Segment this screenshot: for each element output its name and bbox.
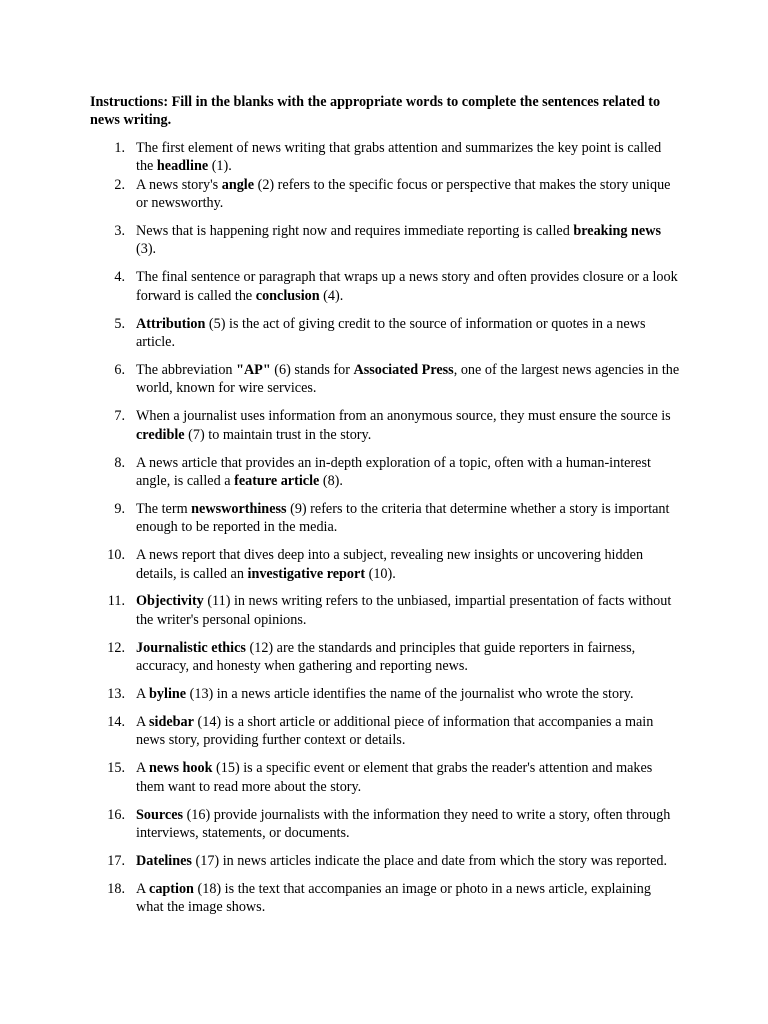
list-item (90, 639, 682, 676)
answer-term: conclusion (255, 287, 320, 304)
document-page (90, 93, 682, 926)
list-item (90, 546, 682, 583)
answer-term: Sources (136, 806, 184, 823)
item-text: (14) is a short article or additional piece of information that accompanies a main news story, providing further context or details. (136, 713, 654, 749)
list-item (90, 361, 682, 398)
question-list (90, 139, 682, 917)
answer-term: angle (221, 176, 255, 193)
item-text: (2) refers to the specific focus or perspective that makes the story unique or newsworthy. (136, 176, 671, 212)
list-item (90, 454, 682, 491)
item-text: A (136, 686, 150, 703)
answer-term: Associated Press (353, 361, 454, 378)
item-text: The term (136, 500, 192, 517)
list-item (90, 713, 682, 750)
list-item (90, 139, 682, 176)
list-item (90, 176, 682, 213)
item-number: 6. (114, 361, 125, 378)
item-number: 10. (107, 547, 125, 564)
instructions-heading: Instructions: Fill in the blanks with the appropriate words to complete the sentences related to news writing. (90, 94, 661, 129)
list-item (90, 880, 682, 917)
item-number: 17. (107, 852, 125, 869)
list-item (90, 407, 682, 444)
answer-term: Attribution (136, 315, 206, 332)
item-text: A news story's (136, 176, 222, 193)
item-text: (13) in a news article identifies the name of the journalist who wrote the story. (186, 686, 634, 703)
item-number: 4. (114, 269, 125, 286)
answer-term: Datelines (136, 852, 192, 869)
item-number: 14. (107, 713, 125, 730)
answer-term: Objectivity (136, 593, 204, 610)
item-text: (10). (365, 565, 396, 582)
item-number: 9. (114, 500, 125, 517)
item-number: 7. (114, 408, 125, 425)
item-text: (16) provide journalists with the information they need to write a story, often through interviews, statements, or documents. (136, 806, 671, 841)
list-item (90, 315, 682, 352)
list-item (90, 500, 682, 537)
item-number: 15. (107, 760, 125, 777)
item-text: (11) in news writing refers to the unbiased, impartial presentation of facts without the writer's personal opinions. (136, 593, 672, 628)
item-text: (9) refers to the criteria that determine whether a story is important enough to be reported in the media. (136, 500, 670, 536)
item-number: 13. (107, 686, 125, 703)
answer-term: caption (149, 880, 194, 897)
item-text: When a journalist uses information from an anonymous source, they must ensure the source is (136, 408, 671, 425)
list-item (90, 222, 682, 259)
item-text: (12) are the standards and principles that guide reporters in fairness, accuracy, and honesty when gathering and reporting news. (136, 639, 636, 675)
item-text: (18) is the text that accompanies an image or photo in a news article, explaining what the image shows. (136, 880, 651, 916)
item-text: A news article that provides an in-depth exploration of a topic, often with a human-interest angle, is called a (136, 454, 651, 489)
item-text: (7) to maintain trust in the story. (184, 426, 372, 443)
answer-term: credible (136, 426, 185, 443)
item-number: 5. (114, 315, 125, 332)
item-text: A (136, 880, 150, 897)
answer-term: breaking news (573, 222, 661, 239)
item-text: News that is happening right now and requires immediate reporting is called (136, 222, 574, 239)
answer-term: byline (149, 686, 187, 703)
list-item (90, 806, 682, 843)
item-text: (6) stands for (270, 361, 354, 378)
answer-term: headline (156, 158, 209, 175)
list-item (90, 685, 682, 703)
item-number: 3. (114, 222, 125, 239)
item-text: (4). (319, 287, 344, 304)
item-number: 11. (107, 593, 125, 610)
item-number: 2. (114, 176, 125, 193)
item-text: A news report that dives deep into a subject, revealing new insights or uncovering hidden details, is called an (136, 547, 644, 582)
answer-term: Journalistic ethics (136, 639, 246, 656)
item-text: (3). (136, 241, 157, 258)
item-number: 12. (107, 639, 125, 656)
item-text: (5) is the act of giving credit to the source of information or quotes in a news article. (136, 315, 646, 350)
answer-term: feature article (234, 472, 320, 489)
item-text: (17) in news articles indicate the place and date from which the story was reported. (191, 852, 668, 869)
list-item (90, 759, 682, 796)
item-number: 1. (114, 139, 125, 156)
answer-term: sidebar (149, 713, 194, 730)
answer-term: "AP" (236, 361, 271, 378)
item-text: (15) is a specific event or element that grabs the reader's attention and makes them want to read more about the story. (136, 760, 653, 795)
list-item (90, 852, 682, 870)
item-text: , one of the largest news agencies in the world, known for wire services. (136, 361, 680, 397)
item-number: 16. (107, 806, 125, 823)
list-item (90, 268, 682, 305)
item-number: 18. (107, 880, 125, 897)
list-item (90, 592, 682, 629)
answer-term: news hook (149, 760, 213, 777)
item-text: (8). (319, 472, 343, 489)
answer-term: newsworthiness (191, 500, 287, 517)
item-text: A (136, 760, 150, 777)
item-text: The final sentence or paragraph that wraps up a news story and often provides closure or a look forward is called the (136, 269, 678, 304)
item-number: 8. (114, 454, 125, 471)
item-text: The first element of news writing that grabs attention and summarizes the key point is called the (136, 139, 662, 175)
answer-term: investigative report (247, 565, 366, 582)
item-text: A (136, 713, 150, 730)
item-text: The abbreviation (136, 361, 237, 378)
item-text: (1). (208, 158, 232, 175)
